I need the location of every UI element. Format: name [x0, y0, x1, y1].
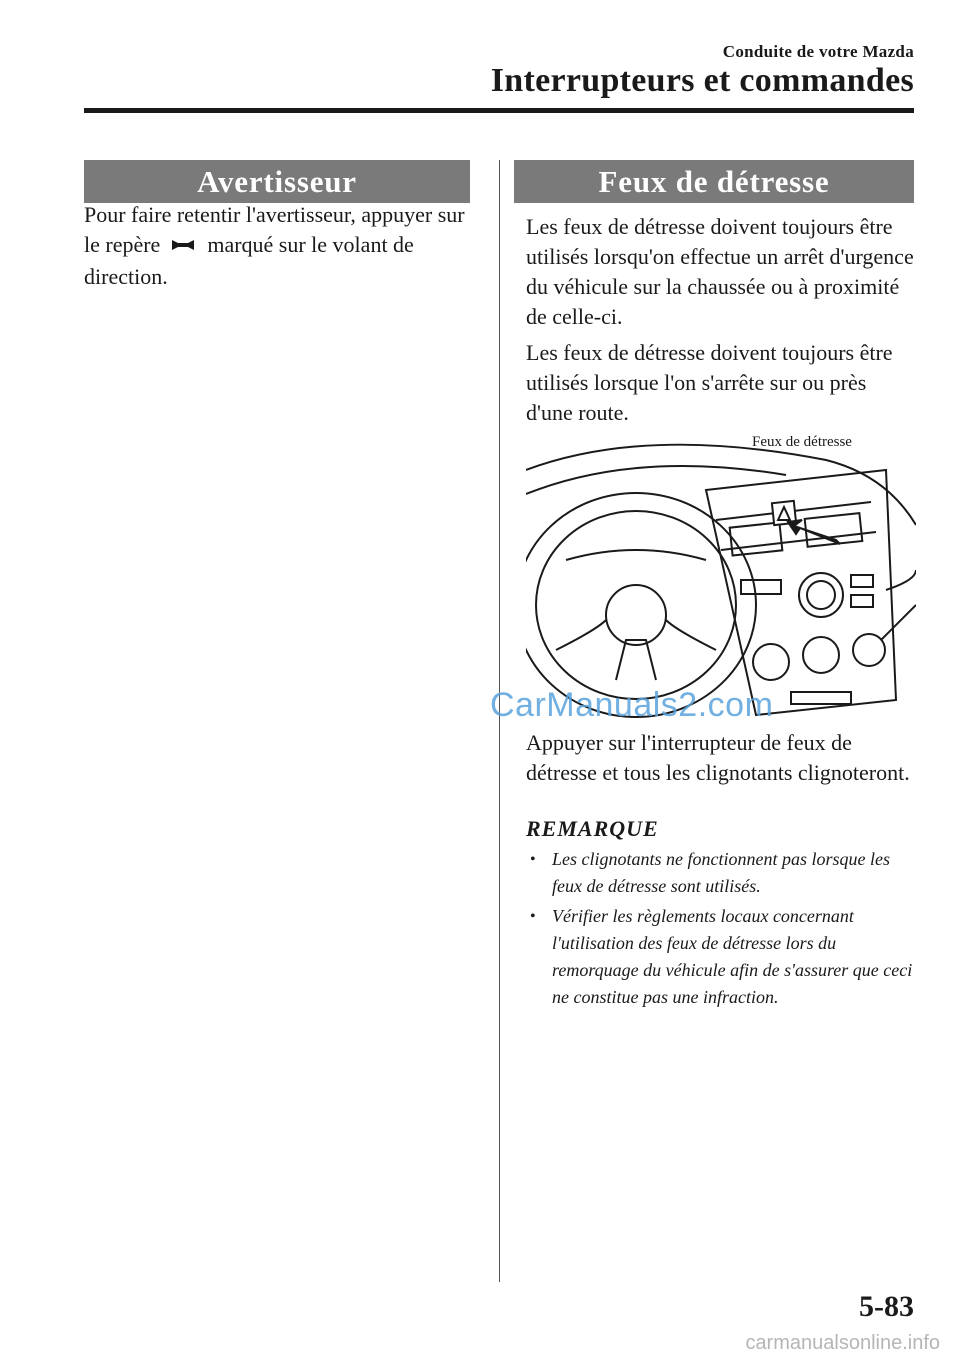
section-heading: Interrupteurs et commandes: [490, 62, 914, 99]
bullet-icon: •: [530, 851, 536, 868]
hazard-paragraph-2: Les feux de détresse doivent toujours être utilisés lorsque l'on s'arrête sur ou près d'une route.: [526, 340, 893, 425]
dashboard-illustration: [526, 430, 916, 720]
hazard-paragraph-1: Les feux de détresse doivent toujours être utilisés lorsqu'on effectue un arrêt d'urgence du véhicule sur la chaussée ou à proximité de celle-ci.: [526, 214, 914, 329]
horn-icon: [170, 232, 196, 262]
chapter-title: Conduite de votre Mazda: [722, 42, 914, 61]
bullet-icon: •: [530, 908, 536, 925]
horn-text-start: Pour faire retentir l'avertisseur, appuyer sur le repère: [84, 202, 465, 257]
horn-section-title: Avertisseur: [84, 160, 470, 203]
watermark: CarManuals2.com: [490, 686, 774, 724]
page-number: 5-83: [859, 1290, 914, 1323]
remark-item: • Les clignotants ne fonctionnent pas lorsque les feux de détresse sont utilisés.: [526, 846, 916, 900]
hazard-figure-label: Feux de détresse: [752, 434, 852, 450]
horn-text-end: marqué sur le volant de direction.: [84, 232, 414, 289]
footer-watermark: carmanualsonline.info: [745, 1332, 940, 1354]
hazard-paragraph-3: Appuyer sur l'interrupteur de feux de détresse et tous les clignotants clignoteront.: [526, 730, 910, 785]
hazard-section-title: Feux de détresse: [514, 160, 914, 203]
remark-list: [526, 846, 916, 1014]
remark-title: REMARQUE: [526, 816, 659, 841]
horn-paragraph: [84, 200, 484, 292]
remark-item: • Vérifier les règlements locaux concernant l'utilisation des feux de détresse lors du remorquage du véhicule afin de s'assurer que ceci ne constitue pas une infraction.: [526, 903, 916, 1011]
header-rule: [84, 108, 914, 113]
